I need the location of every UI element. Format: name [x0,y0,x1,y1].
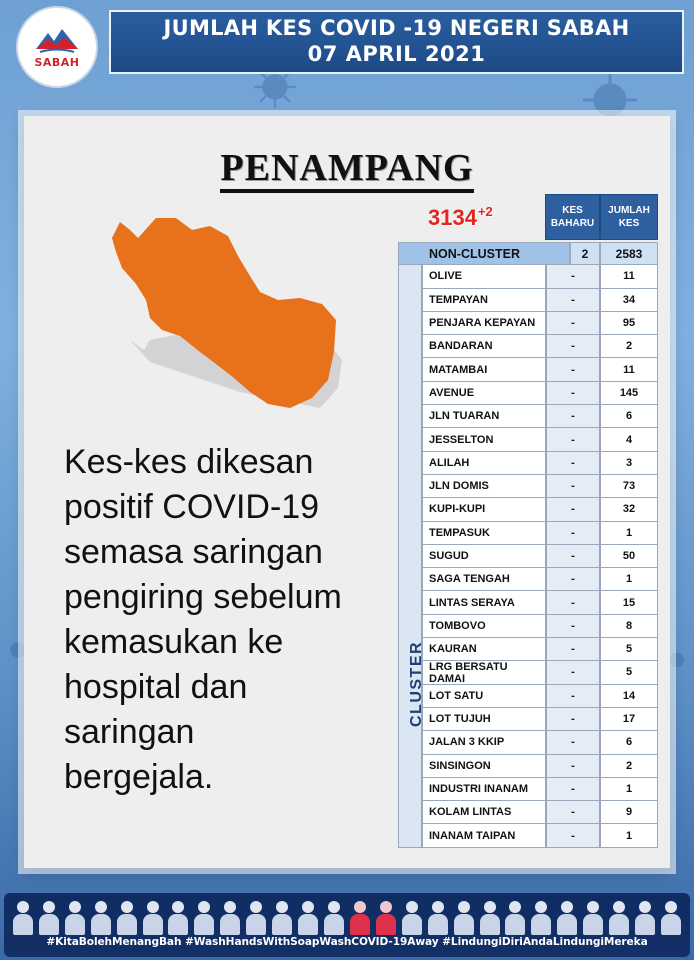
description-line: pengiring sebelum [64,578,342,616]
person-head [43,901,55,913]
frontliner-people-icon [220,899,240,935]
row-total: 50 [600,545,658,568]
row-total: 2 [600,335,658,358]
row-name: JLN DOMIS [422,475,546,498]
frontliner-people-icon [609,899,629,935]
row-name: LINTAS SERAYA [422,591,546,614]
person-head [639,901,651,913]
table-row [422,335,658,358]
row-new: - [546,545,600,568]
row-total: 5 [600,661,658,684]
row-name: LRG BERSATU DAMAI [422,661,546,684]
table-row [422,498,658,521]
frontliner-people-icon [583,899,603,935]
frontliner-people [10,895,684,935]
row-name: AVENUE [422,382,546,405]
frontliner-people-icon [168,899,188,935]
table-row [422,755,658,778]
person-head [406,901,418,913]
row-total: 5 [600,638,658,661]
person-head [354,901,366,913]
frontliner-people-icon [531,899,551,935]
description-line: positif COVID-19 [64,488,320,526]
row-new: - [546,498,600,521]
row-new: - [546,289,600,312]
sabah-logo-icon [32,25,82,55]
row-name: INANAM TAIPAN [422,824,546,847]
frontliner-people-icon [505,899,525,935]
row-new: - [546,358,600,381]
row-new: - [546,708,600,731]
row-total: 4 [600,428,658,451]
person-head [198,901,210,913]
person-body [557,914,577,935]
person-head [17,901,29,913]
column-header-total-line2: KES [618,218,640,229]
person-head [509,901,521,913]
table-row [422,312,658,335]
row-name: SINSINGON [422,755,546,778]
person-body [298,914,318,935]
row-name: TEMPAYAN [422,289,546,312]
row-total: 95 [600,312,658,335]
row-new: - [546,615,600,638]
person-head [535,901,547,913]
row-name: TOMBOVO [422,615,546,638]
footer-banner [4,893,690,957]
row-total: 11 [600,358,658,381]
row-total: 15 [600,591,658,614]
person-head [458,901,470,913]
person-body [39,914,59,935]
row-total: 8 [600,615,658,638]
person-body [480,914,500,935]
row-total: 3 [600,452,658,475]
person-head [95,901,107,913]
row-total: 1 [600,568,658,591]
description-line: semasa saringan [64,533,323,571]
case-table [398,242,658,848]
person-body [402,914,422,935]
person-head [224,901,236,913]
description-line: kemasukan ke [64,623,284,661]
person-body [454,914,474,935]
row-name: SUGUD [422,545,546,568]
person-body [376,914,396,935]
row-new: - [546,568,600,591]
row-total: 11 [600,265,658,288]
frontliner-people-icon [428,899,448,935]
row-name: TEMPASUK [422,522,546,545]
table-row [422,545,658,568]
person-head [380,901,392,913]
person-head [613,901,625,913]
row-new: - [546,335,600,358]
row-new: - [546,265,600,288]
table-row [422,708,658,731]
frontliner-people-icon [635,899,655,935]
table-row [422,289,658,312]
row-total: 2 [600,755,658,778]
row-name: KOLAM LINTAS [422,801,546,824]
row-total: 17 [600,708,658,731]
row-name: JESSELTON [422,428,546,451]
row-total: 6 [600,405,658,428]
person-head [250,901,262,913]
column-header-total [600,194,658,240]
frontliner-people-icon [91,899,111,935]
row-new: - [546,591,600,614]
table-row [422,824,658,847]
table-row [422,731,658,754]
person-body [635,914,655,935]
frontliner-people-icon [272,899,292,935]
column-header-total-line1: JUMLAH [608,205,650,216]
description-line: saringan [64,713,195,751]
row-new: - [546,801,600,824]
person-body [143,914,163,935]
person-body [428,914,448,935]
table-row [422,615,658,638]
description-line: hospital dan [64,668,248,706]
table-row [422,428,658,451]
row-total: 14 [600,685,658,708]
row-new: - [546,312,600,335]
row-total: 73 [600,475,658,498]
person-body [220,914,240,935]
frontliner-people-icon [402,899,422,935]
sabah-logo [16,6,98,88]
person-body [531,914,551,935]
frontliner-people-icon [39,899,59,935]
frontliner-people-icon [65,899,85,935]
description [64,440,404,800]
row-total: 1 [600,522,658,545]
row-name: JALAN 3 KKIP [422,731,546,754]
penampang-map-icon [90,212,350,432]
row-new: - [546,428,600,451]
table-row [422,358,658,381]
person-body [168,914,188,935]
table-row [422,801,658,824]
person-body [609,914,629,935]
row-new: 2 [570,242,600,265]
row-name: OLIVE [422,265,546,288]
frontliner-people-icon [298,899,318,935]
person-head [147,901,159,913]
frontliner-people-icon [246,899,266,935]
frontliner-people-icon [454,899,474,935]
row-new: - [546,405,600,428]
header-banner [109,10,684,74]
row-new: - [546,661,600,684]
increase-value: +2 [477,204,493,219]
table-row [422,405,658,428]
frontliner-people-icon [13,899,33,935]
frontliner-people-icon [480,899,500,935]
description-line: bergejala. [64,758,214,796]
person-body [661,914,681,935]
person-body [13,914,33,935]
row-new: - [546,755,600,778]
row-total: 9 [600,801,658,824]
frontliner-people-icon [557,899,577,935]
row-name: KAURAN [422,638,546,661]
column-header-new [545,194,600,240]
column-header-new-line1: KES [562,205,583,216]
table-row [422,638,658,661]
footer-hashtags: #KitaBolehMenangBah #WashHandsWithSoapWashCOVID-19Away #LindungiDiriAndaLindungiMereka [46,936,648,948]
row-name: INDUSTRI INANAM [422,778,546,801]
row-total: 34 [600,289,658,312]
row-new: - [546,778,600,801]
table-row [422,568,658,591]
person-head [665,901,677,913]
header-date: 07 APRIL 2021 [307,42,486,66]
row-new: - [546,522,600,545]
frontliner-people-icon [376,899,396,935]
table-row [422,452,658,475]
total-cases [428,204,493,231]
row-name: ALILAH [422,452,546,475]
table-row [422,661,658,684]
cluster-rows [398,265,658,847]
row-name: MATAMBAI [422,358,546,381]
person-head [121,901,133,913]
person-body [505,914,525,935]
header-title: JUMLAH KES COVID -19 NEGERI SABAH [163,16,630,40]
person-head [302,901,314,913]
person-body [272,914,292,935]
column-header-new-line2: BAHARU [550,218,595,229]
person-body [117,914,137,935]
person-head [172,901,184,913]
row-name: BANDARAN [422,335,546,358]
row-name: JLN TUARAN [422,405,546,428]
frontliner-people-icon [194,899,214,935]
row-name: LOT SATU [422,685,546,708]
frontliner-people-icon [350,899,370,935]
row-name: PENJARA KEPAYAN [422,312,546,335]
logo-text: SABAH [34,56,80,69]
table-row [422,382,658,405]
frontliner-people-icon [661,899,681,935]
table-row [422,685,658,708]
row-new: - [546,638,600,661]
person-body [583,914,603,935]
row-total: 145 [600,382,658,405]
description-line: Kes-kes dikesan [64,443,314,481]
table-row-non-cluster [398,242,658,265]
person-head [328,901,340,913]
row-total: 2583 [600,242,658,265]
row-total: 1 [600,778,658,801]
person-body [65,914,85,935]
row-total: 1 [600,824,658,847]
person-head [69,901,81,913]
person-head [484,901,496,913]
person-body [324,914,344,935]
row-new: - [546,685,600,708]
total-value: 3134 [428,205,477,230]
table-row [422,591,658,614]
person-body [194,914,214,935]
row-name: NON-CLUSTER [398,242,570,265]
frontliner-people-icon [143,899,163,935]
person-body [246,914,266,935]
table-row [422,475,658,498]
table-row [422,778,658,801]
district-title [24,146,670,190]
person-body [91,914,111,935]
person-body [350,914,370,935]
row-new: - [546,452,600,475]
frontliner-people-icon [117,899,137,935]
district-name: PENAMPANG [220,147,473,193]
row-new: - [546,475,600,498]
person-head [432,901,444,913]
row-total: 6 [600,731,658,754]
row-name: SAGA TENGAH [422,568,546,591]
table-row [422,522,658,545]
row-name: KUPI-KUPI [422,498,546,521]
row-new: - [546,824,600,847]
table-row [422,265,658,288]
cluster-label [408,703,426,727]
row-new: - [546,731,600,754]
row-name: LOT TUJUH [422,708,546,731]
person-head [561,901,573,913]
row-new: - [546,382,600,405]
district-card [24,116,670,868]
frontliner-people-icon [324,899,344,935]
cluster-side-bar [398,265,422,847]
person-head [587,901,599,913]
person-head [276,901,288,913]
row-total: 32 [600,498,658,521]
